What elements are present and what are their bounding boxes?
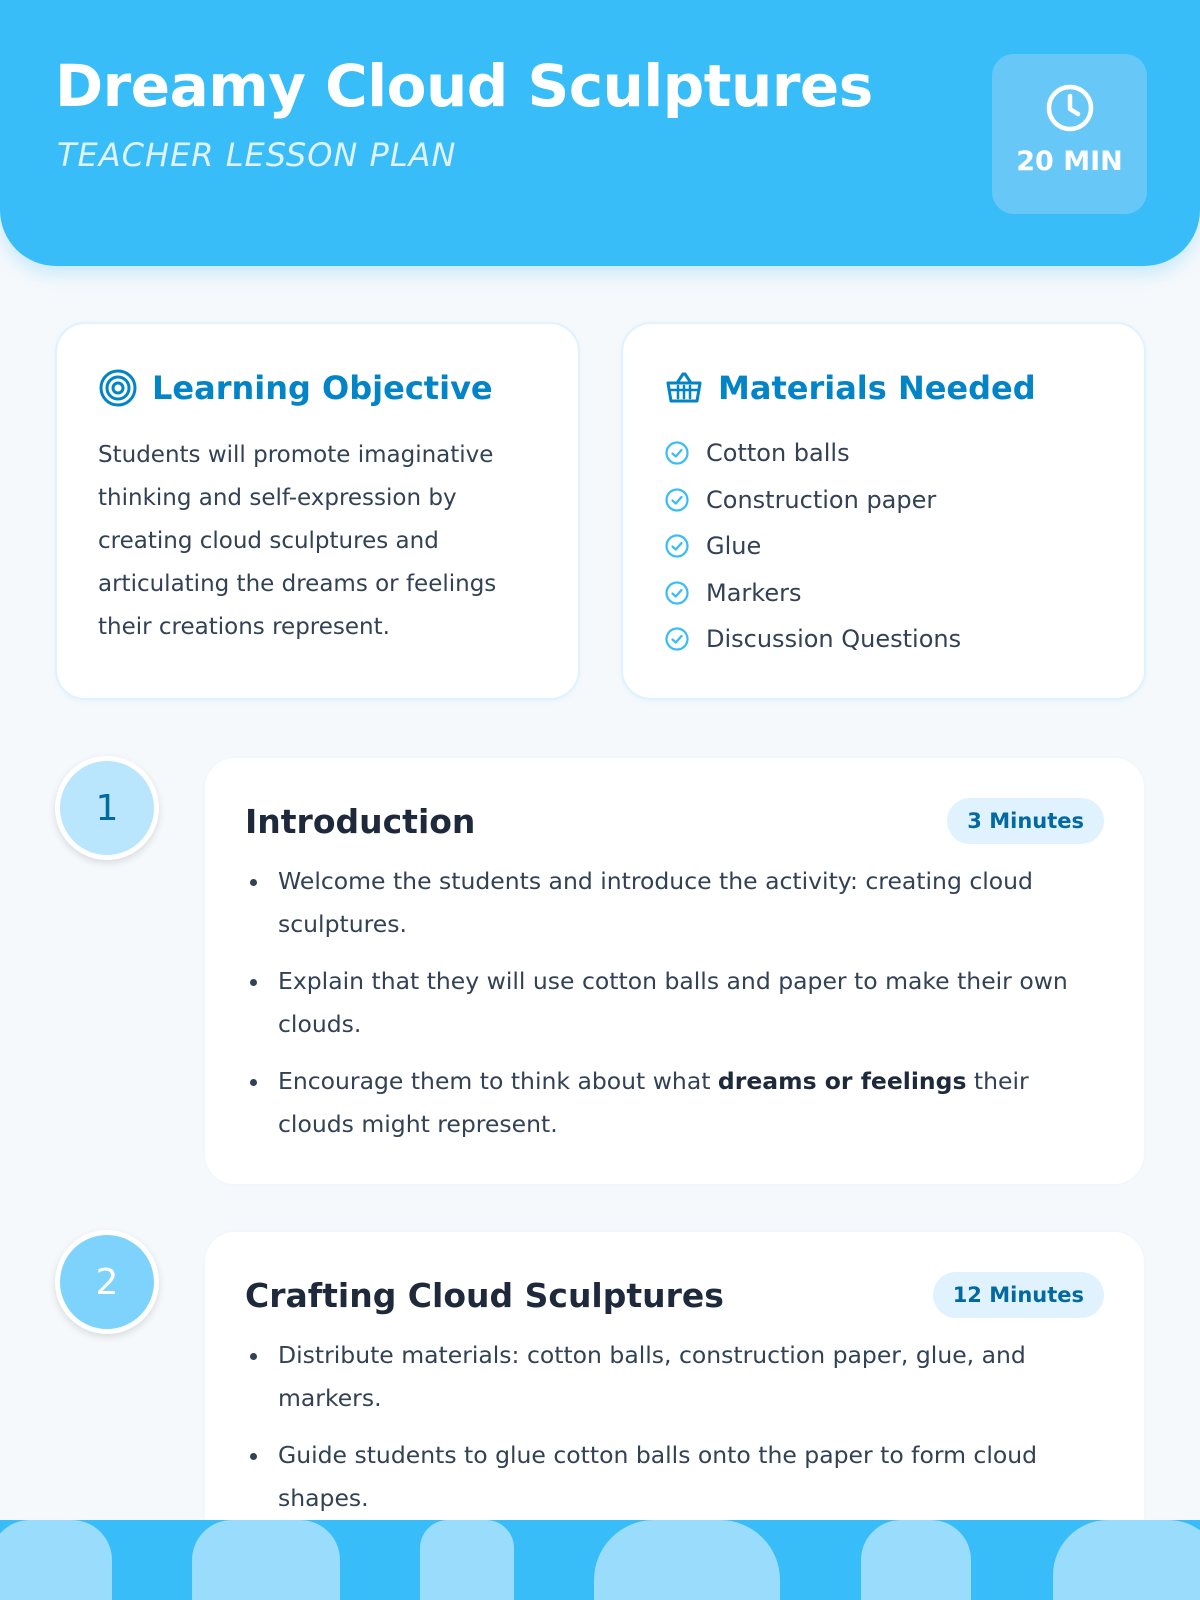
basket-icon (664, 368, 704, 408)
list-item (664, 616, 961, 663)
clock-icon (1044, 82, 1096, 134)
step-duration-badge: 3 Minutes (947, 798, 1104, 844)
learning-objective-card (55, 322, 580, 700)
material-label: Glue (706, 532, 762, 561)
material-label: Markers (706, 578, 802, 607)
step-bullet-list (245, 1334, 1105, 1534)
step-title: Introduction (245, 802, 476, 841)
materials-card (621, 322, 1146, 700)
step-title: Crafting Cloud Sculptures (245, 1276, 724, 1315)
learning-objective-header (98, 368, 493, 408)
step-bullet-list (245, 860, 1105, 1160)
bullet-text: their clouds might represent. (278, 1067, 1029, 1138)
list-item (245, 1060, 1105, 1146)
material-label: Construction paper (706, 485, 937, 514)
list-item (664, 430, 961, 477)
materials-header (664, 368, 1036, 408)
step-duration-badge: 12 Minutes (933, 1272, 1104, 1318)
bullet-bold-text: dreams or feelings (717, 1067, 967, 1095)
list-item: Guide students to glue cotton balls onto the paper to form cloud shapes. (245, 1434, 1105, 1520)
list-item: Welcome the students and introduce the activity: creating cloud sculptures. (245, 860, 1105, 946)
check-circle-icon (664, 533, 690, 559)
target-icon (98, 368, 138, 408)
list-item (664, 523, 961, 570)
duration-box (992, 54, 1147, 214)
materials-list (664, 430, 961, 663)
material-label: Cotton balls (706, 439, 850, 468)
cloud-shape (420, 1520, 514, 1600)
bullet-text: Encourage them to think about what (278, 1067, 718, 1095)
check-circle-icon (664, 580, 690, 606)
step-card-introduction (203, 756, 1146, 1186)
cloud-shape (594, 1520, 780, 1600)
list-item (664, 477, 961, 524)
check-circle-icon (664, 487, 690, 513)
page-title: Dreamy Cloud Sculptures (55, 52, 873, 120)
footer-cloud-band (0, 1520, 1200, 1600)
cloud-shape (1053, 1520, 1200, 1600)
cloud-shape (861, 1520, 971, 1600)
materials-heading: Materials Needed (718, 369, 1036, 407)
learning-objective-text: Students will promote imaginative thinking and self-expression by creating cloud sculptures and articulating the dreams or feelings their creations represent. (98, 442, 497, 640)
cloud-shape (0, 1520, 112, 1600)
step-number-1: 1 (55, 756, 159, 860)
cloud-shape (192, 1520, 340, 1600)
duration-label: 20 MIN (1016, 146, 1123, 177)
list-item (664, 570, 961, 617)
check-circle-icon (664, 440, 690, 466)
learning-objective-heading: Learning Objective (152, 369, 493, 407)
list-item: Explain that they will use cotton balls and paper to make their own clouds. (245, 960, 1105, 1046)
header-banner (0, 0, 1200, 266)
page-subtitle: TEACHER LESSON PLAN (57, 136, 457, 174)
check-circle-icon (664, 626, 690, 652)
material-label: Discussion Questions (706, 625, 962, 654)
step-number-2: 2 (55, 1230, 159, 1334)
list-item: Distribute materials: cotton balls, construction paper, glue, and markers. (245, 1334, 1105, 1420)
